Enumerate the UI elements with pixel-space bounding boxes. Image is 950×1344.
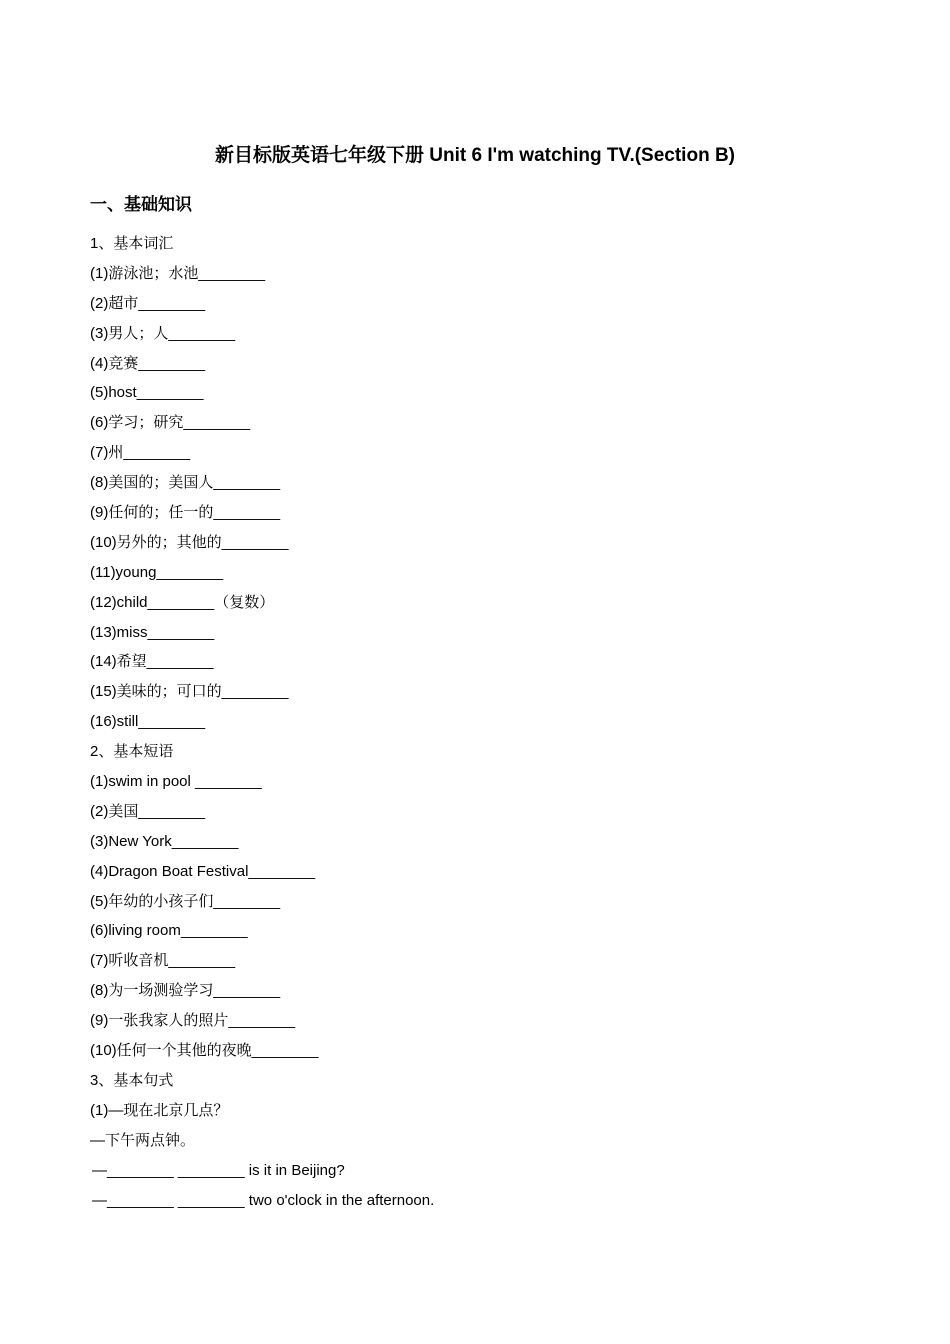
exercise-item: (7)州________ [90,444,191,462]
exercise-item: —下午两点钟。 [90,1131,196,1149]
exercise-item: (16)still________ [90,713,206,731]
exercise-item: (3)New York________ [90,832,239,850]
exercise-item: (13)miss________ [90,623,215,641]
exercise-item: (6)学习；研究________ [90,414,251,432]
exercise-item: (1)游泳池；水池________ [90,264,266,282]
exercise-item: (8)为一场测验学习________ [90,982,281,1000]
exercise-item: (2)美国________ [90,802,206,820]
exercise-item: (7)听收音机________ [90,952,236,970]
subsection-heading: 3、基本句式 [90,1071,174,1089]
exercise-item: (15)美味的；可口的________ [90,683,289,701]
subsection-heading: 1、基本词汇 [90,235,174,252]
section-heading: 一、基础知识 [90,195,192,214]
exercise-item: —________ ________ two o'clock in the afternoon. [92,1191,435,1209]
exercise-item: (1)swim in pool ________ [90,773,262,791]
exercise-item: (5)host________ [90,384,204,402]
exercise-item: (5)年幼的小孩子们________ [90,892,281,910]
exercise-item: (10)任何一个其他的夜晚________ [90,1042,319,1060]
exercise-list [90,230,890,1216]
exercise-item: (2)超市________ [90,294,206,312]
exercise-item: (8)美国的；美国人________ [90,474,281,492]
exercise-item: (10)另外的；其他的________ [90,533,289,551]
exercise-item: (11)young________ [90,563,224,581]
exercise-item: (9)任何的；任一的________ [90,504,281,522]
exercise-item: (9)一张我家人的照片________ [90,1012,296,1030]
exercise-item: (3)男人；人________ [90,324,236,342]
document-title: 新目标版英语七年级下册 Unit 6 I'm watching TV.(Section B) [214,145,735,166]
exercise-item: —________ ________ is it in Beijing? [92,1161,345,1179]
exercise-item: (6)living room________ [90,922,248,940]
exercise-item: (4)Dragon Boat Festival________ [90,862,316,880]
exercise-item: (12)child________（复数） [90,593,275,611]
exercise-item: (4)竞赛________ [90,354,206,372]
subsection-heading: 2、基本短语 [90,743,174,761]
exercise-item: (1)—现在北京几点？ [90,1101,229,1119]
exercise-item: (14)希望________ [90,653,214,671]
